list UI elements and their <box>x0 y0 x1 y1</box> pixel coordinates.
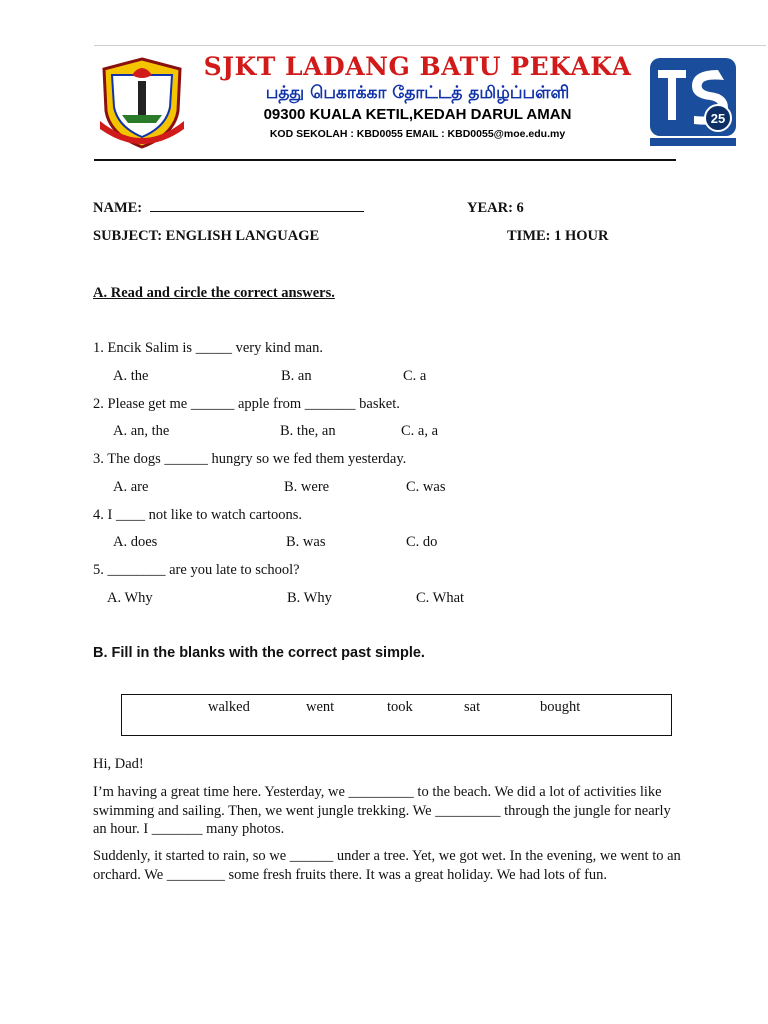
q2-option-b[interactable]: B. the, an <box>280 423 336 439</box>
q5-option-c[interactable]: C. What <box>416 590 465 606</box>
q3-option-a[interactable]: A. are <box>113 479 149 495</box>
word-bank-item: bought <box>540 699 581 715</box>
subject-label: SUBJECT: ENGLISH LANGUAGE <box>93 228 320 244</box>
school-name: SJKT LADANG BATU PEKAKA <box>203 52 632 81</box>
ts25-logo <box>648 56 738 148</box>
q1-option-c[interactable]: C. a <box>403 368 427 384</box>
word-bank-item: took <box>387 699 413 715</box>
question-5: 5. ________ are you late to school? <box>93 562 300 578</box>
letter-greeting: Hi, Dad! <box>93 756 144 772</box>
top-rule <box>94 45 766 46</box>
q3-option-b[interactable]: B. were <box>284 479 330 495</box>
school-crest-logo <box>96 55 188 151</box>
q5-option-a[interactable]: A. Why <box>107 590 153 606</box>
question-1: 1. Encik Salim is _____ very kind man. <box>93 340 323 356</box>
q1-option-b[interactable]: B. an <box>281 368 312 384</box>
name-blank[interactable] <box>150 200 364 212</box>
q1-option-a[interactable]: A. the <box>113 368 149 384</box>
name-label: NAME: <box>93 200 143 216</box>
section-a-title: A. Read and circle the correct answers. <box>93 285 335 301</box>
q3-option-c[interactable]: C. was <box>406 479 446 495</box>
q2-option-a[interactable]: A. an, the <box>113 423 170 439</box>
letter-paragraph-2: Suddenly, it started to rain, so we ______ under a tree. Yet, we got wet. In the evening, we went to an orchard. We ________ some fresh fruits there. It was a great holiday. We had lots of fun. <box>93 848 681 883</box>
word-bank-item: sat <box>464 699 481 715</box>
word-bank-item: walked <box>208 699 250 715</box>
school-name-tamil: பத்து பெகாக்கா தோட்டத் தமிழ்ப்பள்ளி <box>265 83 570 103</box>
word-bank-item: went <box>306 699 335 715</box>
school-code-email: KOD SEKOLAH : KBD0055 EMAIL : KBD0055@moe.edu.my <box>269 128 566 140</box>
question-4: 4. I ____ not like to watch cartoons. <box>93 507 302 523</box>
q4-option-a[interactable]: A. does <box>113 534 158 550</box>
year-label: YEAR: 6 <box>467 200 524 216</box>
question-3: 3. The dogs ______ hungry so we fed them yesterday. <box>93 451 407 467</box>
question-2: 2. Please get me ______ apple from _______ basket. <box>93 396 400 412</box>
letter-paragraph-1: I’m having a great time here. Yesterday, we _________ to the beach. We did a lot of activities like swimming and sailing. Then, we went jungle trekking. We _________ through the jungle for nearly an hour. I _______ many photos. <box>93 784 671 837</box>
q4-option-b[interactable]: B. was <box>286 534 326 550</box>
q5-option-b[interactable]: B. Why <box>287 590 332 606</box>
logo-number: 25 <box>710 111 726 126</box>
section-b-title: B. Fill in the blanks with the correct past simple. <box>93 645 425 661</box>
q4-option-c[interactable]: C. do <box>406 534 438 550</box>
q2-option-c[interactable]: C. a, a <box>401 423 439 439</box>
header-divider <box>94 159 676 161</box>
time-label: TIME: 1 HOUR <box>507 228 609 244</box>
name-row <box>93 200 364 217</box>
school-address: 09300 KUALA KETIL,KEDAH DARUL AMAN <box>263 106 572 123</box>
